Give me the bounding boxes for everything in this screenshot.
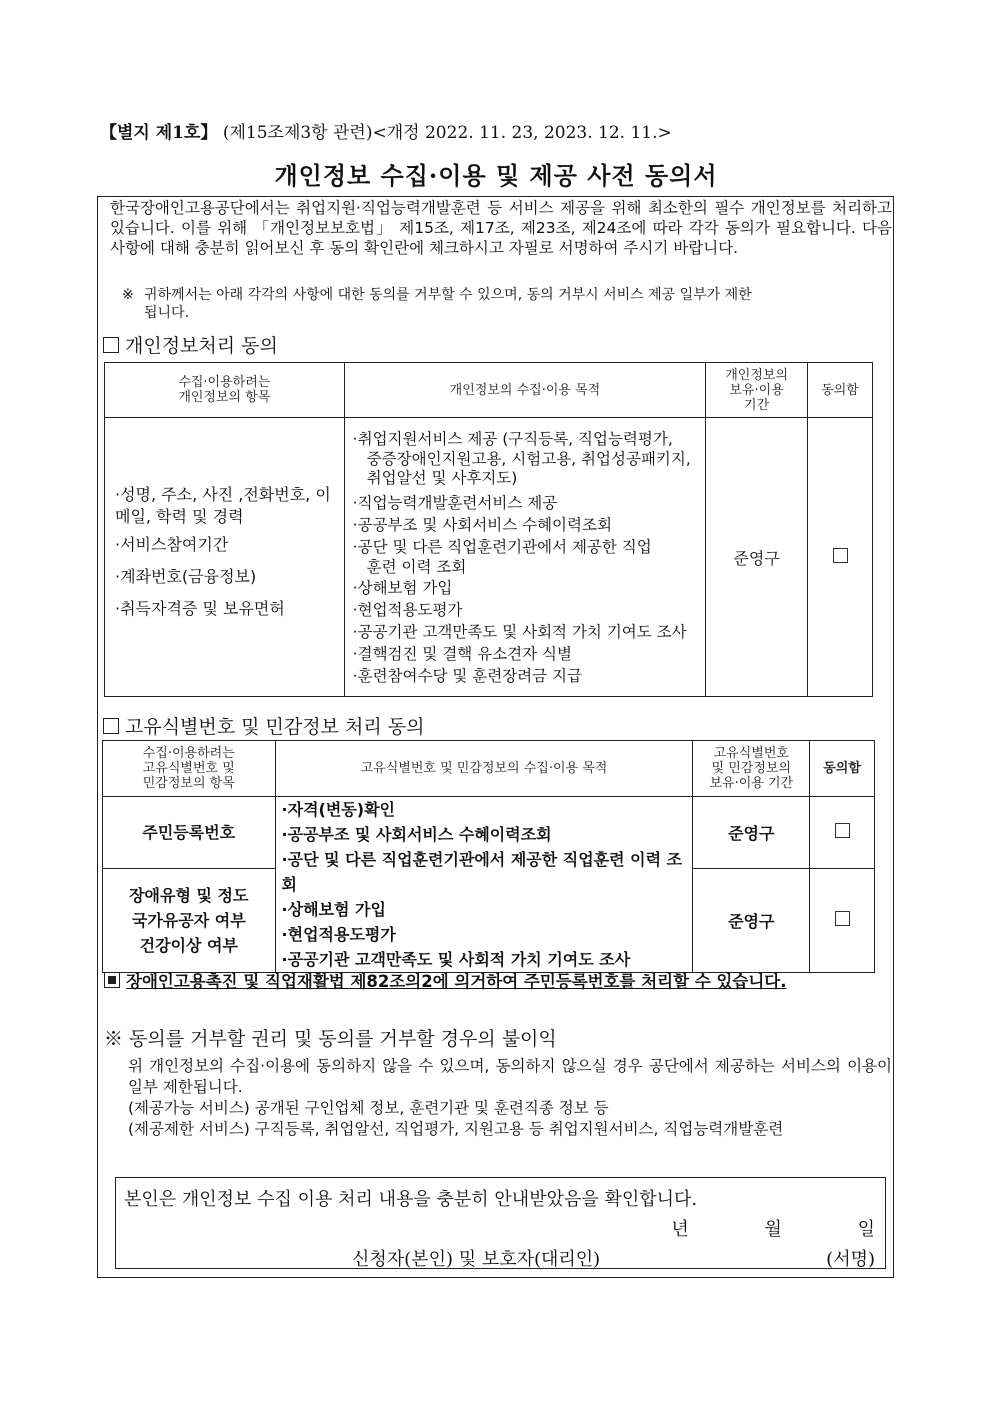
page-title: 개인정보 수집·이용 및 제공 사전 동의서 bbox=[274, 161, 718, 190]
consent-checkbox[interactable] bbox=[835, 911, 850, 926]
section2-heading bbox=[103, 712, 424, 739]
row1-item: 주민등록번호 bbox=[103, 797, 276, 869]
header-period: 고유식별번호 및 민감정보의 보유·이용 기간 bbox=[693, 741, 810, 797]
purpose-item: ·직업능력개발훈련서비스 제공 bbox=[352, 493, 558, 512]
rights-text3: (제공제한 서비스) 구직등록, 취업알선, 직업평가, 지원고용 등 취업지원서비스, 직업능력개발훈련 bbox=[128, 1120, 784, 1138]
purpose-item: ·상해보험 가입 bbox=[352, 578, 453, 597]
purpose-item: ·상해보험 가입 bbox=[281, 900, 386, 919]
purpose-item: ·공단 및 다른 직업훈련기관에서 제공한 직업 bbox=[352, 537, 652, 556]
intro-text: 한국장애인고용공단에서는 취업지원·직업능력개발훈련 등 서비스 제공을 위해 최소한의 필수 개인정보를 처리하고 있습니다. 이를 위해 「개인정보보호법」 제15조, 제17조, 제23조, 제24조에 따라 각각 동의가 필요합니다. 다음 사항에 대해 충분히 읽어보신 후 동의 확인란에 체크하시고 자필로 서명하여 주시기 바랍니다. bbox=[110, 199, 892, 257]
consent-cell bbox=[808, 418, 873, 697]
personal-info-table bbox=[104, 362, 873, 697]
row2-item: 장애유형 및 정도 bbox=[129, 885, 249, 905]
filled-box-icon bbox=[104, 972, 120, 988]
item: ·계좌번호(금융정보) bbox=[115, 567, 257, 586]
header-purpose: 개인정보의 수집·이용 목적 bbox=[344, 363, 706, 418]
form-revision: <개정 2022. 11. 23, 2023. 12. 11.> bbox=[372, 123, 672, 143]
confirmation-box bbox=[115, 1177, 886, 1269]
signer-label: 신청자(본인) 및 보호자(대리인) bbox=[352, 1249, 601, 1270]
purpose-item: ·현업적용도평가 bbox=[281, 925, 396, 944]
rights-text1: 위 개인정보의 수집·이용에 동의하지 않을 수 있으며, 동의하지 않으실 경우 공단에서 제공하는 서비스의 이용이 일부 제한됩니다. bbox=[128, 1057, 892, 1096]
header-items: 수집·이용하려는 고유식별번호 및 민감정보의 항목 bbox=[103, 741, 276, 797]
purpose-cell bbox=[275, 797, 693, 973]
purpose-item: ·현업적용도평가 bbox=[352, 600, 463, 619]
purpose-cell bbox=[344, 418, 706, 697]
header-consent: 동의함 bbox=[810, 741, 875, 797]
signature-field[interactable]: (서명) bbox=[826, 1249, 875, 1270]
section-box-icon bbox=[103, 337, 119, 353]
consent-checkbox[interactable] bbox=[833, 548, 848, 563]
purpose-item: ·공단 및 다른 직업훈련기관에서 제공한 직업훈련 이력 조회 bbox=[281, 850, 683, 894]
purpose-item: ·공공기관 고객만족도 및 사회적 가치 기여도 조사 bbox=[281, 950, 631, 969]
row2-item: 건강이상 여부 bbox=[139, 935, 238, 955]
section2-title: 고유식별번호 및 민감정보 처리 동의 bbox=[125, 716, 425, 738]
period-cell: 준영구 bbox=[693, 868, 810, 972]
sensitive-info-table bbox=[102, 740, 875, 973]
purpose-item: ·공공부조 및 사회서비스 수혜이력조회 bbox=[352, 515, 612, 534]
consent-checkbox[interactable] bbox=[835, 823, 850, 838]
item: ·서비스참여기간 bbox=[115, 535, 229, 554]
confirmation-statement: 본인은 개인정보 수집 이용 처리 내용을 충분히 안내받았음을 확인합니다. bbox=[124, 1189, 698, 1210]
purpose-item: ·공공부조 및 사회서비스 수혜이력조회 bbox=[281, 825, 552, 844]
form-related: (제15조제3항 관련) bbox=[217, 123, 373, 143]
purpose-item: ·취업지원서비스 제공 (구직등록, 직업능력평가, bbox=[352, 429, 673, 448]
header-items: 수집·이용하려는 개인정보의 항목 bbox=[105, 363, 345, 418]
purpose-item: ·결핵검진 및 결핵 유소견자 식별 bbox=[352, 644, 572, 663]
rights-text bbox=[128, 1056, 892, 1140]
notice bbox=[122, 286, 892, 322]
item: ·성명, 주소, 사진 ,전화번호, 이메일, 학력 및 경력 bbox=[115, 485, 331, 526]
period-cell: 준영구 bbox=[706, 418, 808, 697]
law-notice-text: 장애인고용촉진 및 직업재활법 제82조의2에 의거하여 주민등록번호를 처리할 수 있습니다. bbox=[126, 972, 787, 991]
note-line2: 됩니다. bbox=[144, 305, 190, 321]
rights-title: ※ 동의를 거부할 권리 및 동의를 거부할 경우의 불이익 bbox=[104, 1028, 557, 1050]
section1-heading bbox=[103, 331, 278, 358]
items-cell bbox=[105, 418, 345, 697]
date-line[interactable]: 년 월 일 bbox=[671, 1219, 875, 1240]
purpose-item-cont: 훈련 이력 조회 bbox=[366, 557, 467, 576]
purpose-item-cont: 취업알선 및 사후지도) bbox=[366, 468, 518, 487]
consent-cell bbox=[810, 797, 875, 869]
note-line1: 귀하께서는 아래 각각의 사항에 대한 동의를 거부할 수 있으며, 동의 거부시 서비스 제공 일부가 제한 bbox=[144, 287, 752, 303]
purpose-item: ·공공기관 고객만족도 및 사회적 가치 기여도 조사 bbox=[352, 622, 687, 641]
header-purpose: 고유식별번호 및 민감정보의 수집·이용 목적 bbox=[275, 741, 693, 797]
purpose-item: ·자격(변동)확인 bbox=[281, 800, 395, 819]
purpose-item-cont: 중증장애인지원고용, 시험고용, 취업성공패키지, bbox=[366, 449, 691, 468]
note-mark: ※ bbox=[122, 287, 134, 303]
rights-text2: (제공가능 서비스) 공개된 구인업체 정보, 훈련기관 및 훈련직종 정보 등 bbox=[128, 1099, 609, 1117]
item: ·취득자격증 및 보유면허 bbox=[115, 599, 285, 618]
form-number: 【별지 제1호】 bbox=[100, 123, 218, 143]
row2-item: 국가유공자 여부 bbox=[131, 910, 246, 930]
header-consent: 동의함 bbox=[808, 363, 873, 418]
header-period: 개인정보의 보유·이용 기간 bbox=[706, 363, 808, 418]
consent-cell bbox=[810, 868, 875, 972]
form-header bbox=[100, 118, 672, 143]
purpose-item: ·훈련참여수당 및 훈련장려금 지급 bbox=[352, 666, 583, 685]
section-box-icon bbox=[103, 718, 119, 734]
row2-items bbox=[103, 868, 276, 972]
law-notice bbox=[104, 968, 786, 992]
section1-title: 개인정보처리 동의 bbox=[125, 335, 278, 357]
period-cell: 준영구 bbox=[693, 797, 810, 869]
